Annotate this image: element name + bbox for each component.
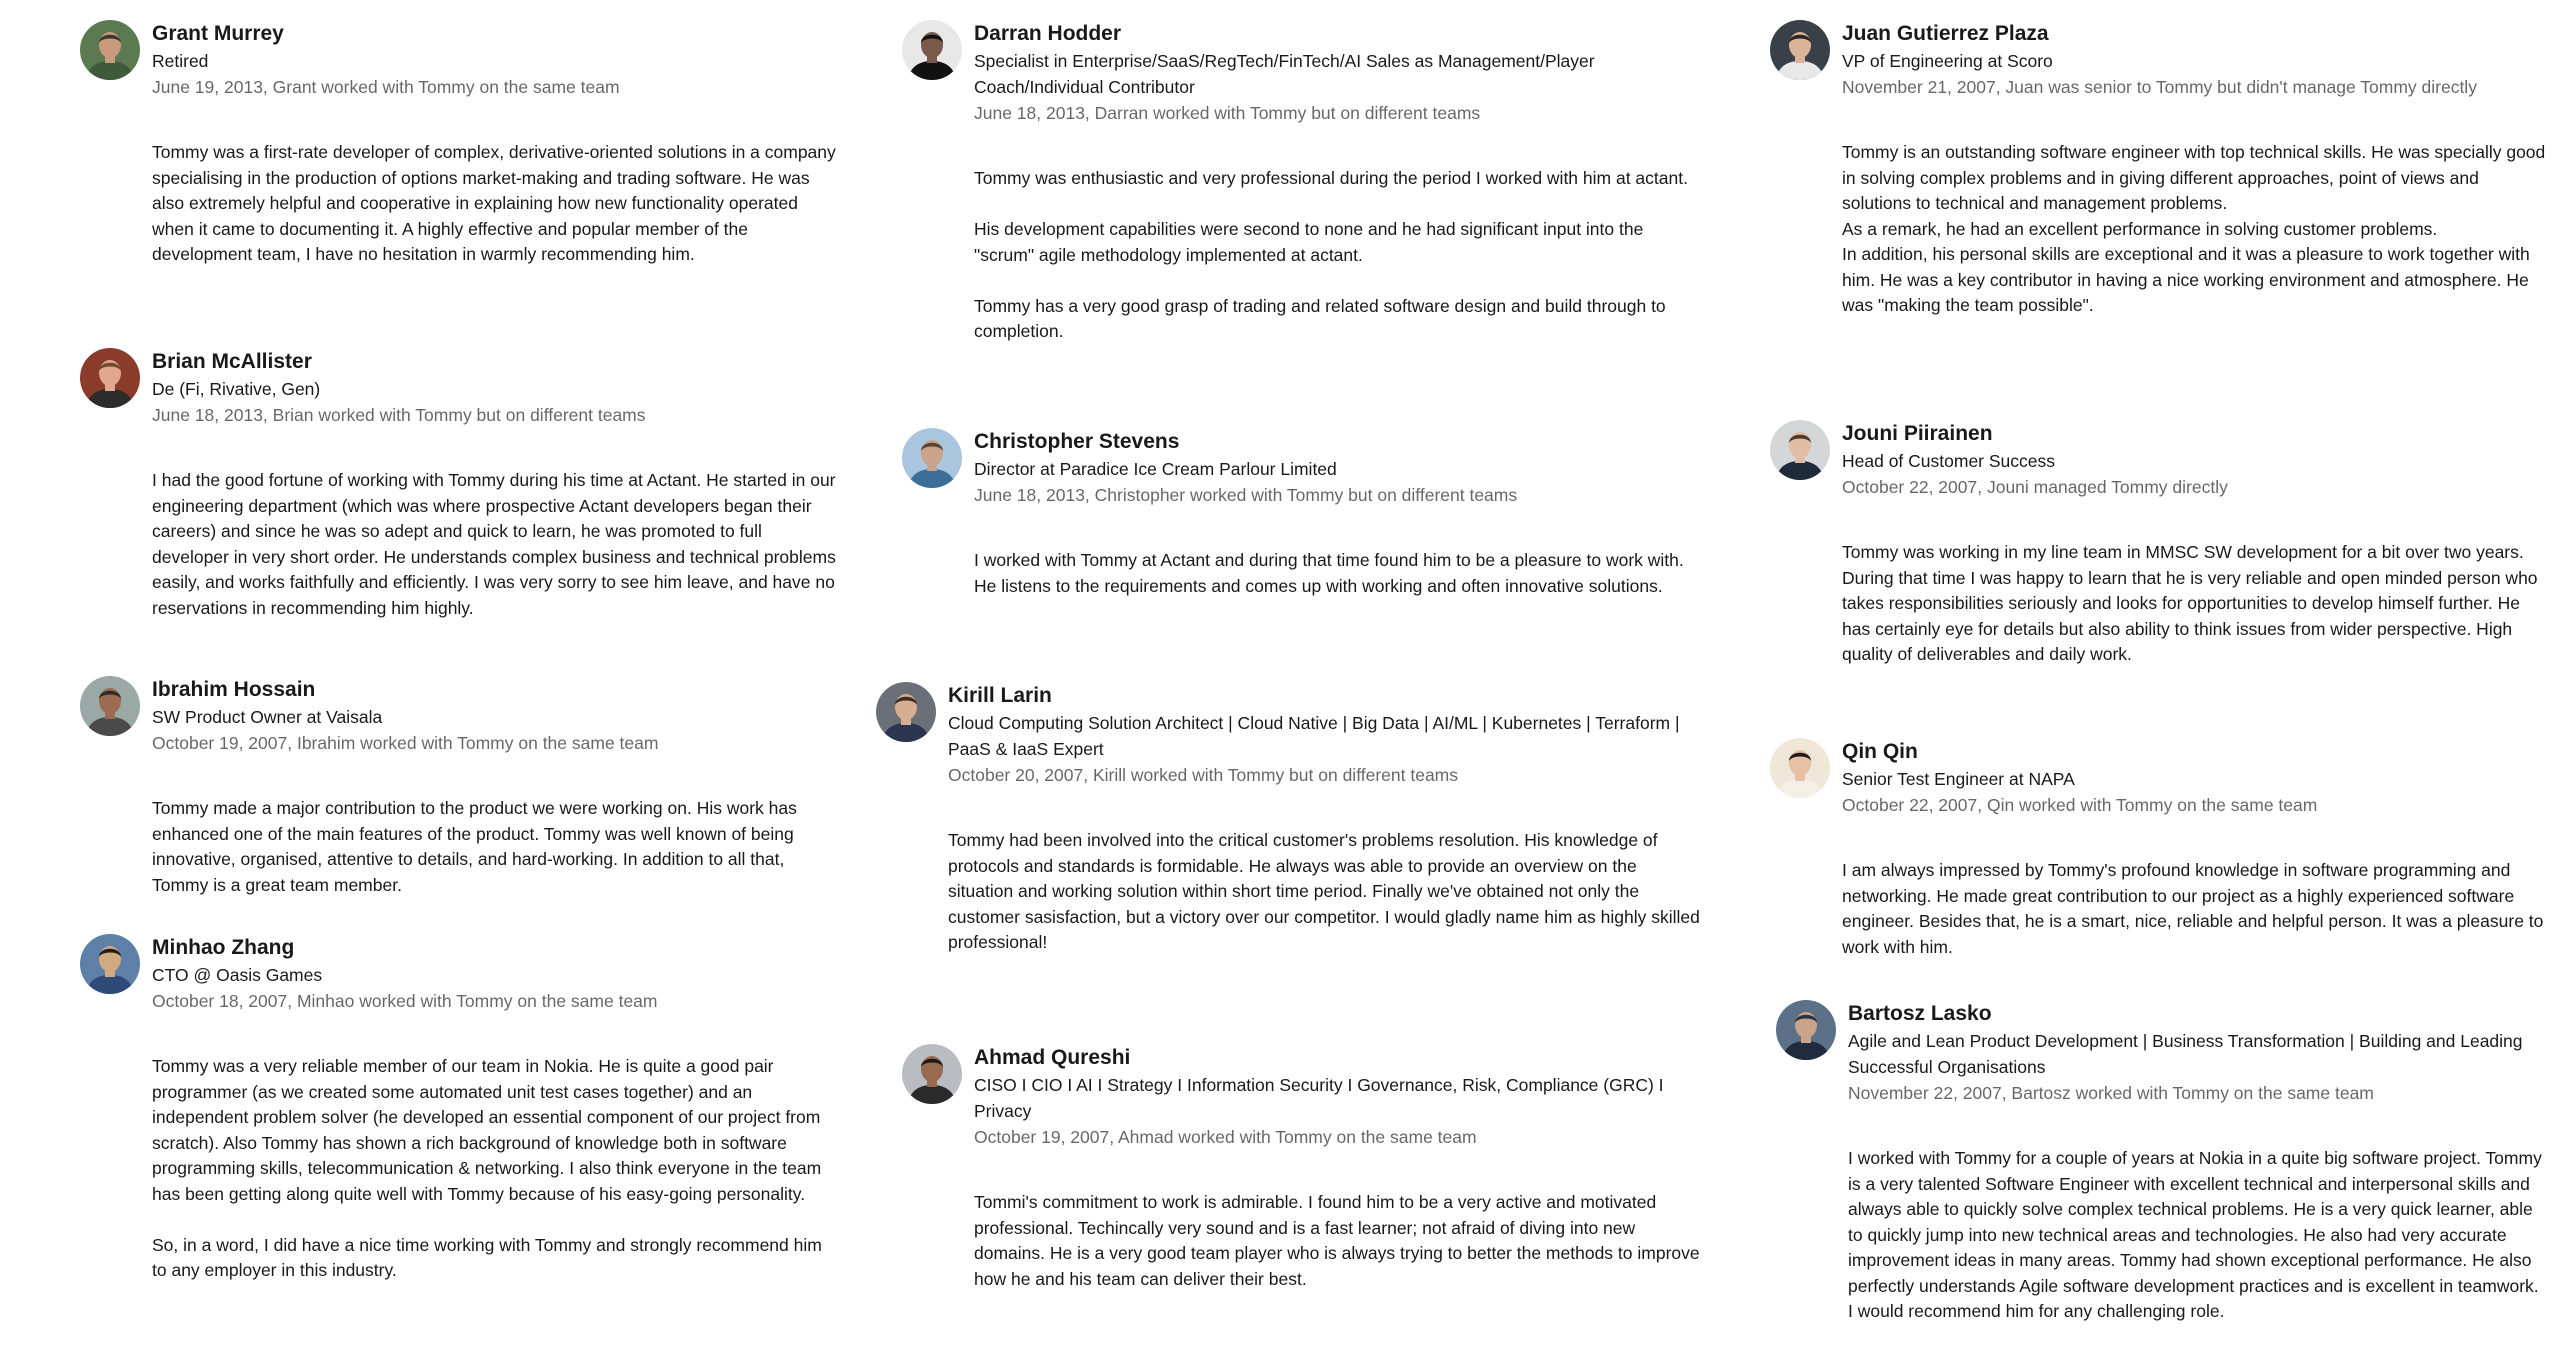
recommendation-card: [900, 428, 1700, 599]
recommendation-card: [874, 682, 1700, 956]
recommender-headline: Cloud Computing Solution Architect | Cloud Native | Big Data | AI/ML | Kubernetes | Terraform | PaaS & IaaS Expert: [948, 713, 1680, 759]
recommendation-text: [152, 468, 838, 621]
recommendation-meta: October 19, 2007, Ahmad worked with Tommy on the same team: [974, 1127, 1477, 1147]
profile-photo-icon: [902, 1044, 962, 1104]
recommender-avatar[interactable]: [1770, 420, 1830, 480]
recommender-avatar[interactable]: [80, 348, 140, 408]
recommender-name[interactable]: Juan Gutierrez Plaza: [1842, 22, 2049, 45]
recommendation-meta: June 18, 2013, Darran worked with Tommy but on different teams: [974, 103, 1481, 123]
profile-photo-icon: [1770, 738, 1830, 798]
recommender-header: [78, 20, 838, 100]
profile-photo-icon: [902, 428, 962, 488]
recommendation-paragraph: I had the good fortune of working with Tommy during his time at Actant. He started in our engineering department (which was where prospective Actant developers began their careers) and since he was so adept and quick to learn, he was promoted to full developer in very short order. He understands complex business and technical problems easily, and works faithfully and efficiently. I was very sorry to see him leave, and have no reservations in recommending him highly.: [152, 470, 836, 618]
recommendation-paragraph: Tommy is an outstanding software engineer with top technical skills. He was specially good in solving complex problems and in giving different approaches, point of views and solutions to technical and management problems. As a remark, he had an excellent performance in solving customer problems. In addition, his personal skills are exceptional and it was a pleasure to work together with him. He was a key contributor in having a nice working environment and atmosphere. He was "making the team possible".: [1842, 142, 2546, 315]
recommender-avatar[interactable]: [902, 428, 962, 488]
recommendation-paragraph: Tommy was a very reliable member of our team in Nokia. He is quite a good pair programmer (as we created some automated unit test cases together) and an independent problem solver (he developed an essential component of our project from scratch). Also Tommy has shown a rich background of knowledge both in software programming skills, telecommunication & networking. I also think everyone in the team has been getting along quite well with Tommy because of his easy-going personality.: [152, 1056, 822, 1204]
recommender-header: [78, 676, 838, 756]
recommender-header: [78, 934, 838, 1014]
recommender-header: [900, 1044, 1700, 1150]
recommendation-card: [78, 676, 838, 898]
recommender-header: [1768, 420, 2548, 500]
recommendation-text: [974, 548, 1700, 599]
recommendation-text: [974, 166, 1700, 345]
profile-photo-icon: [1770, 20, 1830, 80]
recommender-name[interactable]: Jouni Piirainen: [1842, 422, 1993, 445]
profile-photo-icon: [902, 20, 962, 80]
recommender-headline: Senior Test Engineer at NAPA: [1842, 769, 2075, 789]
recommender-avatar[interactable]: [1776, 1000, 1836, 1060]
recommendation-text: [152, 140, 838, 268]
recommendation-meta: November 21, 2007, Juan was senior to Tommy but didn't manage Tommy directly: [1842, 77, 2477, 97]
recommender-header: [900, 428, 1700, 508]
recommender-avatar[interactable]: [80, 934, 140, 994]
recommender-header: [1768, 738, 2548, 818]
recommendation-paragraph: Tommy had been involved into the critical customer's problems resolution. His knowledge of protocols and standards is formidable. He always was able to provide an overview on the situation and working solution within short time period. Finally we've obtained not only the customer sasisfaction, but a victory over our competitor. I would gladly name him as highly skilled professional!: [948, 830, 1700, 952]
recommendation-paragraph: I worked with Tommy for a couple of years at Nokia in a quite big software project. Tommy is a very talented Software Engineer with excellent technical and interpersonal skills and always able to quickly solve complex technical problems. He is a very quick learner, able to quickly jump into new technical areas and technologies. He also had very accurate improvement ideas in many areas. Tommy had shown exceptional performance. He also perfectly understands Agile software development practices and is excellent in teamwork. I would recommend him for any challenging role.: [1848, 1148, 2542, 1321]
recommender-headline: Agile and Lean Product Development | Business Transformation | Building and Leading Successful Organisations: [1848, 1031, 2523, 1077]
recommendation-paragraph: Tommy was working in my line team in MMSC SW development for a bit over two years. During that time I was happy to learn that he is very reliable and open minded person who takes responsibilities seriously and looks for opportunities to develop himself further. He has certainly eye for details but also ability to think issues from wider perspective. High quality of deliverables and daily work.: [1842, 542, 2538, 664]
profile-photo-icon: [1776, 1000, 1836, 1060]
recommendation-paragraph: Tommy made a major contribution to the product we were working on. His work has enhanced one of the main features of the product. Tommy was well known of being innovative, organised, attentive to details, and hard-working. In addition to all that, Tommy is a great team member.: [152, 798, 797, 895]
recommendation-text: [152, 1054, 838, 1284]
recommendation-card: [1768, 420, 2548, 668]
recommendation-card: [1774, 1000, 2548, 1325]
recommender-headline: Head of Customer Success: [1842, 451, 2056, 471]
recommender-avatar[interactable]: [902, 1044, 962, 1104]
recommender-headline: VP of Engineering at Scoro: [1842, 51, 2053, 71]
recommendation-paragraph: I am always impressed by Tommy's profound knowledge in software programming and networking. He made great contribution to our project as a highly experienced software engineer. Besides that, he is a smart, nice, reliable and helpful person. It was a pleasure to work with him.: [1842, 860, 2544, 957]
recommender-avatar[interactable]: [80, 676, 140, 736]
profile-photo-icon: [80, 348, 140, 408]
recommender-header: [1768, 20, 2548, 100]
profile-photo-icon: [80, 676, 140, 736]
recommendation-paragraph: Tommy was enthusiastic and very professional during the period I worked with him at actant.: [974, 168, 1688, 188]
recommender-avatar[interactable]: [876, 682, 936, 742]
recommendation-meta: October 19, 2007, Ibrahim worked with Tommy on the same team: [152, 733, 659, 753]
recommendation-meta: June 19, 2013, Grant worked with Tommy on the same team: [152, 77, 620, 97]
recommender-name[interactable]: Christopher Stevens: [974, 430, 1180, 453]
recommender-header: [900, 20, 1700, 126]
recommender-headline: CTO @ Oasis Games: [152, 965, 323, 985]
recommendation-paragraph: Tommy was a first-rate developer of complex, derivative-oriented solutions in a company specialising in the production of options market-making and trading software. He was also extremely helpful and cooperative in explaining how new functionality operated when it came to documenting it. A highly effective and popular member of the development team, I have no hesitation in warmly recommending him.: [152, 142, 836, 264]
recommender-name[interactable]: Bartosz Lasko: [1848, 1002, 1992, 1025]
profile-photo-icon: [876, 682, 936, 742]
recommender-avatar[interactable]: [1770, 738, 1830, 798]
recommendation-card: [900, 20, 1700, 345]
recommendation-meta: June 18, 2013, Brian worked with Tommy but on different teams: [152, 405, 646, 425]
recommendation-card: [78, 348, 838, 621]
recommender-avatar[interactable]: [902, 20, 962, 80]
recommendation-paragraph: Tommy has a very good grasp of trading and related software design and build through to completion.: [974, 295, 1666, 341]
recommendation-text: [1842, 140, 2548, 319]
recommender-name[interactable]: Darran Hodder: [974, 22, 1122, 45]
recommender-headline: De (Fi, Rivative, Gen): [152, 379, 321, 399]
recommender-avatar[interactable]: [1770, 20, 1830, 80]
recommender-headline: SW Product Owner at Vaisala: [152, 707, 383, 727]
recommendation-card: [78, 934, 838, 1284]
recommendation-meta: June 18, 2013, Christopher worked with Tommy but on different teams: [974, 485, 1518, 505]
profile-photo-icon: [80, 20, 140, 80]
recommendation-text: [1842, 540, 2548, 668]
recommender-header: [1774, 1000, 2548, 1106]
recommender-name[interactable]: Ibrahim Hossain: [152, 678, 316, 701]
recommender-headline: Director at Paradice Ice Cream Parlour Limited: [974, 459, 1337, 479]
recommender-name[interactable]: Grant Murrey: [152, 22, 284, 45]
recommendation-paragraph: I worked with Tommy at Actant and during that time found him to be a pleasure to work with. He listens to the requirements and comes up with working and often innovative solutions.: [974, 550, 1684, 596]
recommendation-text: [948, 828, 1700, 956]
recommendation-text: [974, 1190, 1700, 1292]
recommendation-text: [1848, 1146, 2548, 1325]
recommender-name[interactable]: Ahmad Qureshi: [974, 1046, 1131, 1069]
profile-photo-icon: [1770, 420, 1830, 480]
recommender-avatar[interactable]: [80, 20, 140, 80]
recommender-name[interactable]: Minhao Zhang: [152, 936, 295, 959]
recommender-header: [874, 682, 1700, 788]
recommendation-card: [1768, 738, 2548, 960]
recommendation-meta: October 22, 2007, Jouni managed Tommy directly: [1842, 477, 2228, 497]
recommendation-meta: October 22, 2007, Qin worked with Tommy on the same team: [1842, 795, 2318, 815]
recommender-headline: CISO I CIO I AI I Strategy I Information Security I Governance, Risk, Compliance (GRC) I Privacy: [974, 1075, 1664, 1121]
recommendation-meta: October 18, 2007, Minhao worked with Tommy on the same team: [152, 991, 658, 1011]
recommendation-text: [152, 796, 838, 898]
recommender-headline: Retired: [152, 51, 209, 71]
recommender-name[interactable]: Qin Qin: [1842, 740, 1918, 763]
recommendation-paragraph: His development capabilities were second to none and he had significant input into the "scrum" agile methodology implemented at actant.: [974, 219, 1644, 265]
recommendation-meta: November 22, 2007, Bartosz worked with Tommy on the same team: [1848, 1083, 2374, 1103]
recommendation-text: [1842, 858, 2548, 960]
profile-photo-icon: [80, 934, 140, 994]
recommendation-card: [78, 20, 838, 268]
recommender-name[interactable]: Kirill Larin: [948, 684, 1052, 707]
recommendation-paragraph: So, in a word, I did have a nice time working with Tommy and strongly recommend him to any employer in this industry.: [152, 1234, 822, 1280]
recommendation-paragraph: Tommi's commitment to work is admirable. I found him to be a very active and motivated professional. Techincally very sound and is a fast learner; not afraid of diving into new domains. He is a very good team player who is always trying to better the methods to improve how he and his team can deliver their best.: [974, 1192, 1700, 1289]
recommender-name[interactable]: Brian McAllister: [152, 350, 312, 373]
recommender-headline: Specialist in Enterprise/SaaS/RegTech/FinTech/AI Sales as Management/Player Coach/Individual Contributor: [974, 51, 1595, 97]
recommender-header: [78, 348, 838, 428]
recommendation-card: [1768, 20, 2548, 319]
recommendation-meta: October 20, 2007, Kirill worked with Tommy but on different teams: [948, 765, 1459, 785]
recommendation-card: [900, 1044, 1700, 1292]
